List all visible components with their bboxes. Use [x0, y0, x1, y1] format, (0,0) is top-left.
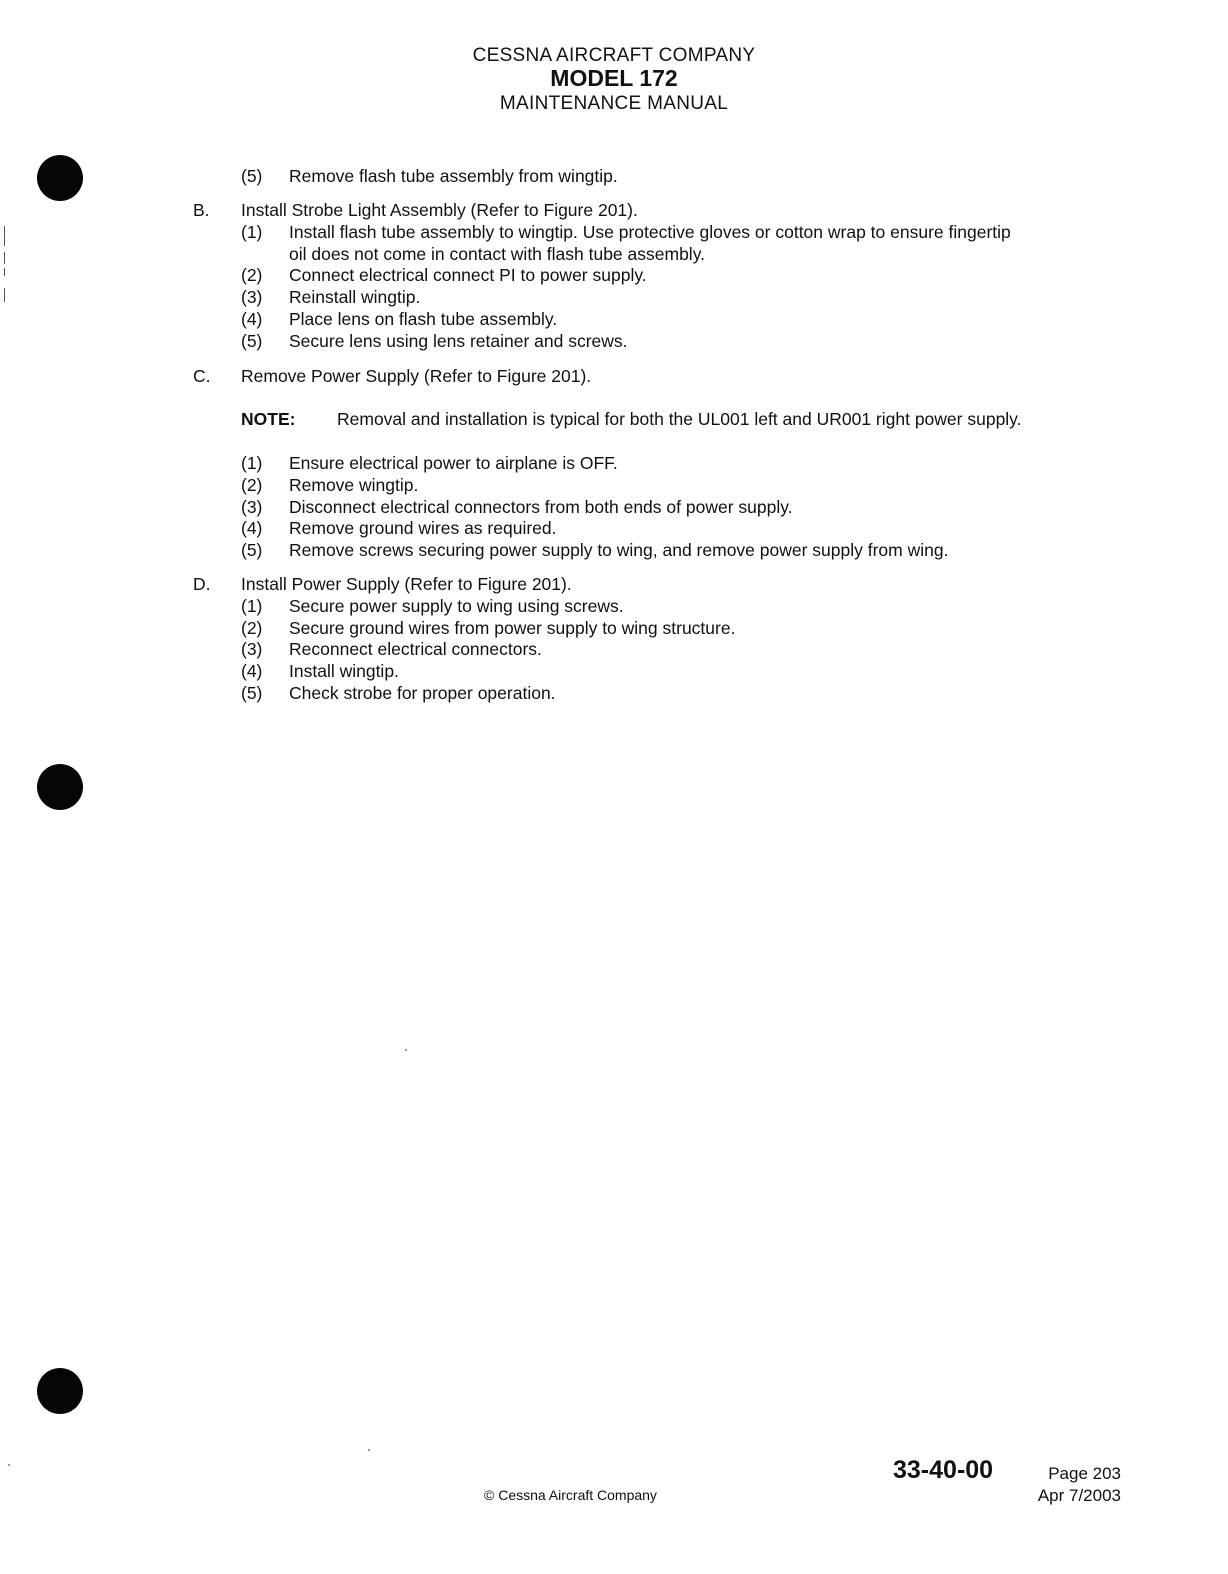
copyright-notice: © Cessna Aircraft Company — [484, 1487, 657, 1503]
step-text: Remove screws securing power supply to wing, and remove power supply from wing. — [289, 540, 949, 560]
change-bar — [4, 252, 5, 264]
step-text: Secure ground wires from power supply to wing structure. — [289, 618, 736, 638]
change-bar — [4, 288, 5, 302]
step-text: Ensure electrical power to airplane is OFF. — [289, 453, 618, 473]
binder-hole-middle — [37, 764, 83, 810]
scan-speck — [8, 1464, 10, 1466]
step-text: Install flash tube assembly to wingtip. Use protective gloves or cotton wrap to ensure fingertip — [289, 222, 1011, 242]
step-number: (4) — [241, 309, 263, 329]
step-text: Remove wingtip. — [289, 475, 419, 495]
step-number: (3) — [241, 639, 263, 659]
step-text: Place lens on flash tube assembly. — [289, 309, 558, 329]
step-number: (5) — [241, 540, 263, 560]
section-letter-c: C. — [193, 366, 211, 386]
section-letter-d: D. — [193, 574, 211, 594]
step-number: (1) — [241, 222, 263, 242]
step-number: (5) — [241, 331, 263, 351]
revision-date: Apr 7/2003 — [1037, 1486, 1121, 1505]
change-bar — [4, 226, 5, 246]
step-text: Remove ground wires as required. — [289, 518, 557, 538]
step-number: (2) — [241, 618, 263, 638]
section-title-c: Remove Power Supply (Refer to Figure 201). — [241, 366, 592, 386]
step-number: (5) — [241, 683, 263, 703]
model-title: MODEL 172 — [550, 65, 678, 91]
change-bar — [4, 268, 5, 276]
step-number: (2) — [241, 475, 263, 495]
scan-speck — [368, 1449, 370, 1451]
step-number: (4) — [241, 518, 263, 538]
step-text: Disconnect electrical connectors from both ends of power supply. — [289, 497, 793, 517]
note-label: NOTE: — [241, 409, 296, 429]
step-text-continued: oil does not come in contact with flash tube assembly. — [289, 244, 706, 264]
step-text: Secure power supply to wing using screws. — [289, 596, 624, 616]
note-text: Removal and installation is typical for both the UL001 left and UR001 right power supply. — [337, 409, 1022, 429]
step-number: (1) — [241, 596, 263, 616]
section-letter-b: B. — [193, 200, 210, 220]
step-number: (3) — [241, 497, 263, 517]
step-number: (2) — [241, 265, 263, 285]
section-title-d: Install Power Supply (Refer to Figure 201). — [241, 574, 572, 594]
step-text: Secure lens using lens retainer and screws. — [289, 331, 628, 351]
step-number: (3) — [241, 287, 263, 307]
manual-title: MAINTENANCE MANUAL — [499, 93, 729, 114]
step-number: (5) — [241, 166, 263, 186]
scan-speck — [405, 1049, 407, 1051]
step-number: (1) — [241, 453, 263, 473]
step-text: Connect electrical connect PI to power supply. — [289, 265, 647, 285]
company-name: CESSNA AIRCRAFT COMPANY — [472, 45, 756, 66]
binder-hole-top — [37, 155, 83, 201]
step-text: Install wingtip. — [289, 661, 399, 681]
binder-hole-bottom — [37, 1368, 83, 1414]
section-code: 33-40-00 — [893, 1456, 994, 1484]
step-text: Remove flash tube assembly from wingtip. — [289, 166, 618, 186]
section-title-b: Install Strobe Light Assembly (Refer to Figure 201). — [241, 200, 638, 220]
step-text: Check strobe for proper operation. — [289, 683, 556, 703]
step-text: Reinstall wingtip. — [289, 287, 421, 307]
page-number: Page 203 — [1048, 1464, 1121, 1483]
page-header — [0, 46, 1228, 113]
step-text: Reconnect electrical connectors. — [289, 639, 542, 659]
step-number: (4) — [241, 661, 263, 681]
